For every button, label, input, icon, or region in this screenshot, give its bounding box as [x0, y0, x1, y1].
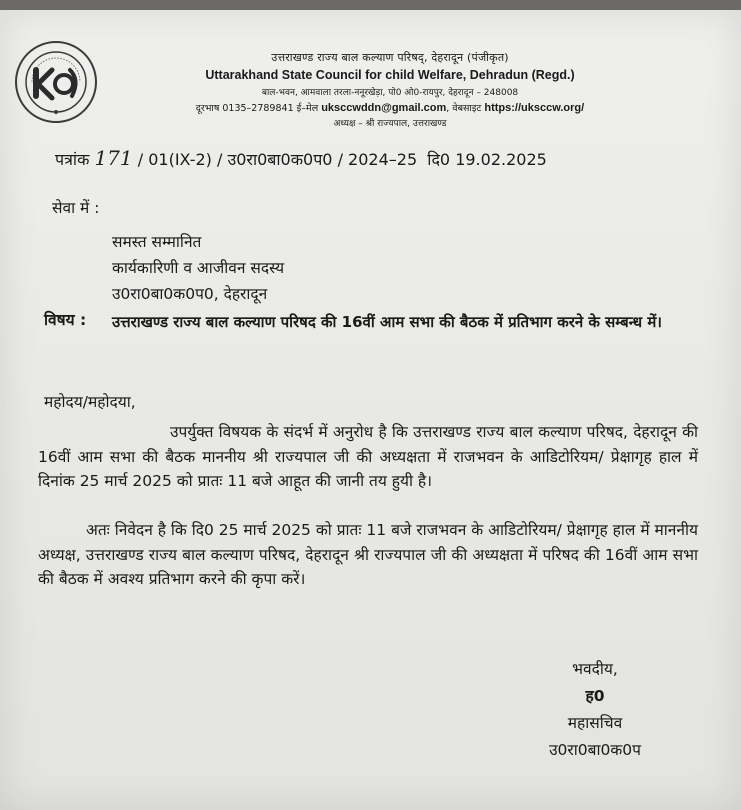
organization: उ0रा0बा0क0प	[549, 741, 641, 759]
body-paragraph: उपर्युक्त विषयक के संदर्भ में अनुरोध है कि उत्तराखण्ड राज्य बाल कल्याण परिषद, देहरादून की 16वीं आम सभा की बैठक माननीय श्री राज्यपाल जी की अध्यक्षता में राजभवन के आडिटोरियम/ प्रेक्षागृह हाल में दिनांक 25 मार्च 2025 को प्रातः 11 बजे आहूत की जानी तय हुयी है।	[38, 423, 698, 490]
reference-line	[55, 146, 695, 170]
reference-code: / 01(IX-2) / उ0रा0बा0क0प0	[137, 150, 333, 169]
reference-label: पत्रांक	[55, 150, 90, 169]
reference-number: 171	[94, 146, 133, 170]
signature-block	[510, 656, 680, 764]
reference-year: / 2024–25	[337, 150, 418, 169]
signed-mark: ह0	[585, 687, 605, 705]
recipient-salutation: सेवा में :	[52, 199, 100, 217]
subject-label: विषय :	[44, 311, 87, 329]
letter-page	[0, 10, 741, 810]
council-name-hindi: उत्तराखण्ड राज्य बाल कल्याण परिषद्, देहरादून (पंजीकृत)	[271, 51, 509, 64]
greeting: महोदय/महोदया,	[44, 393, 136, 411]
letterhead	[150, 50, 630, 129]
reference-date: दि0 19.02.2025	[427, 150, 547, 169]
closing: भवदीय,	[572, 660, 618, 678]
council-name-english: Uttarakhand State Council for child Welfare, Dehradun (Regd.)	[205, 68, 575, 82]
contact-phone: दूरभाष 0135–2789841 ई–मेल	[195, 103, 319, 114]
recipient-line: समस्त सम्मानित	[112, 233, 202, 251]
designation: महासचिव	[567, 714, 623, 732]
subject-text: उत्तराखण्ड राज्य बाल कल्याण परिषद की 16वीं आम सभा की बैठक में प्रतिभाग करने के सम्बन्ध में।	[112, 313, 662, 331]
recipient-line: कार्यकारिणी व आजीवन सदस्य	[112, 259, 285, 277]
council-address: बाल-भवन, आमवाला तरला-ननूरखेड़ा, पो0 ओ0-रायपुर, देहरादून – 248008	[261, 88, 519, 98]
council-logo-icon	[14, 40, 98, 124]
contact-email: uksccwddn@gmail.com	[321, 102, 447, 114]
website-label: वेबसाइट	[452, 103, 482, 114]
contact-website: https://uksccw.org/	[484, 102, 585, 114]
council-contact: दूरभाष 0135–2789841 ई–मेल uksccwddn@gmail.com, वेबसाइट https://uksccw.org/	[195, 102, 585, 114]
council-patron: अध्यक्ष – श्री राज्यपाल, उत्तराखण्ड	[333, 119, 447, 129]
recipient-line: उ0रा0बा0क0प0, देहरादून	[112, 285, 268, 303]
background-strip	[0, 0, 741, 10]
body-paragraph: अतः निवेदन है कि दि0 25 मार्च 2025 को प्रातः 11 बजे राजभवन के आडिटोरियम/ प्रेक्षागृह हाल में माननीय अध्यक्ष, उत्तराखण्ड राज्य बाल कल्याण परिषद, देहरादून श्री राज्यपाल जी की अध्यक्षता में परिषद की 16वीं आम सभा की बैठक में अवश्य प्रतिभाग करने की कृपा करें।	[38, 521, 699, 588]
